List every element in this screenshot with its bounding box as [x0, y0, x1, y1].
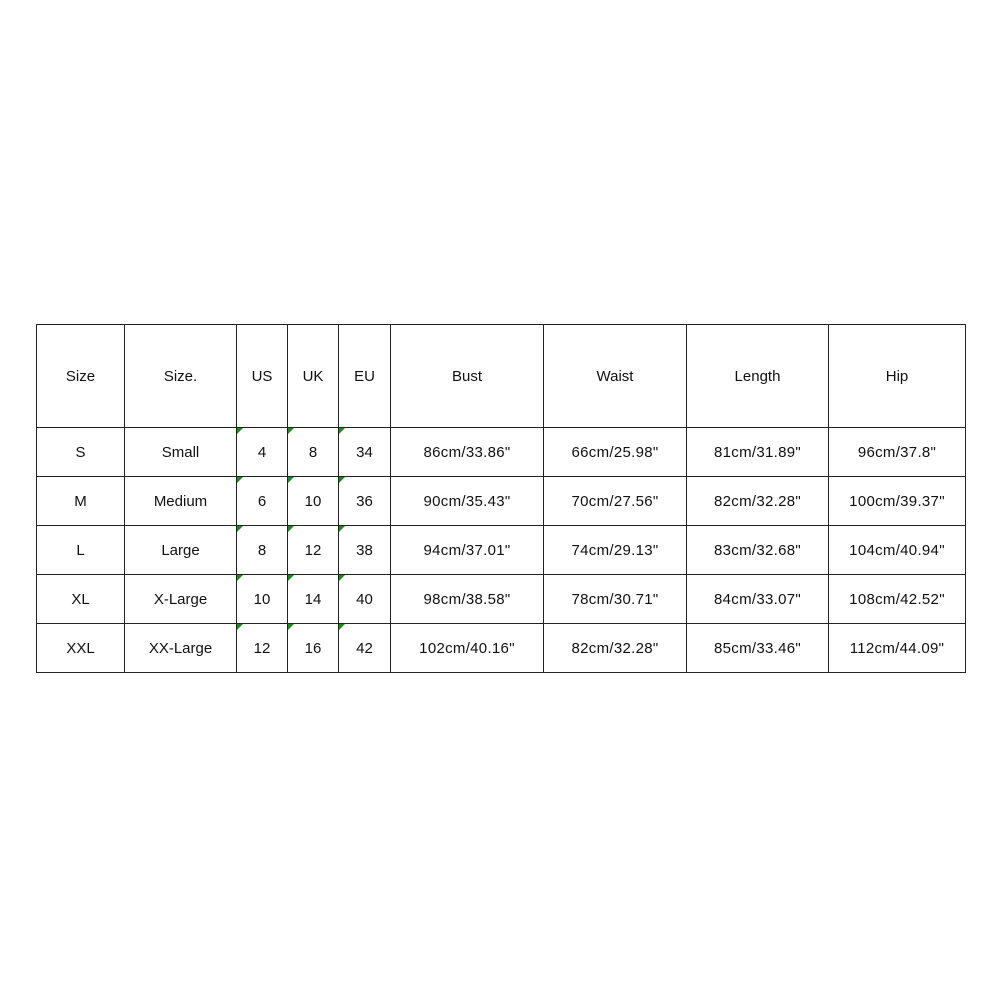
header-length: Length — [687, 325, 829, 428]
cell-waist: 74cm/29.13" — [544, 526, 687, 575]
table-row — [37, 477, 966, 526]
cell-size: M — [37, 477, 125, 526]
cell-size-name: Small — [125, 428, 237, 477]
header-waist: Waist — [544, 325, 687, 428]
header-eu: EU — [339, 325, 391, 428]
cell-us: 8 — [237, 526, 288, 575]
cell-size-name: Large — [125, 526, 237, 575]
table-row — [37, 624, 966, 673]
table-row — [37, 428, 966, 477]
cell-eu: 40 — [339, 575, 391, 624]
cell-size: XL — [37, 575, 125, 624]
cell-eu: 42 — [339, 624, 391, 673]
cell-length: 82cm/32.28" — [687, 477, 829, 526]
cell-waist: 78cm/30.71" — [544, 575, 687, 624]
table-body — [37, 428, 966, 673]
cell-size: L — [37, 526, 125, 575]
size-chart-table — [36, 324, 966, 673]
cell-length: 83cm/32.68" — [687, 526, 829, 575]
cell-us: 12 — [237, 624, 288, 673]
cell-size-name: X-Large — [125, 575, 237, 624]
cell-size: S — [37, 428, 125, 477]
cell-uk: 10 — [288, 477, 339, 526]
cell-hip: 108cm/42.52" — [829, 575, 966, 624]
cell-bust: 98cm/38.58" — [391, 575, 544, 624]
header-size-name: Size. — [125, 325, 237, 428]
header-us: US — [237, 325, 288, 428]
cell-hip: 104cm/40.94" — [829, 526, 966, 575]
table-row — [37, 575, 966, 624]
cell-eu: 38 — [339, 526, 391, 575]
cell-hip: 96cm/37.8" — [829, 428, 966, 477]
cell-size-name: Medium — [125, 477, 237, 526]
cell-length: 81cm/31.89" — [687, 428, 829, 477]
cell-length: 85cm/33.46" — [687, 624, 829, 673]
cell-uk: 14 — [288, 575, 339, 624]
cell-waist: 70cm/27.56" — [544, 477, 687, 526]
cell-size-name: XX-Large — [125, 624, 237, 673]
table-header — [37, 325, 966, 428]
cell-us: 6 — [237, 477, 288, 526]
cell-uk: 16 — [288, 624, 339, 673]
header-size: Size — [37, 325, 125, 428]
cell-eu: 34 — [339, 428, 391, 477]
table-row — [37, 526, 966, 575]
cell-hip: 100cm/39.37" — [829, 477, 966, 526]
cell-size: XXL — [37, 624, 125, 673]
cell-bust: 102cm/40.16" — [391, 624, 544, 673]
cell-uk: 8 — [288, 428, 339, 477]
cell-length: 84cm/33.07" — [687, 575, 829, 624]
cell-bust: 86cm/33.86" — [391, 428, 544, 477]
cell-waist: 66cm/25.98" — [544, 428, 687, 477]
cell-uk: 12 — [288, 526, 339, 575]
header-row — [37, 325, 966, 428]
cell-bust: 94cm/37.01" — [391, 526, 544, 575]
cell-bust: 90cm/35.43" — [391, 477, 544, 526]
cell-hip: 112cm/44.09" — [829, 624, 966, 673]
cell-eu: 36 — [339, 477, 391, 526]
cell-us: 4 — [237, 428, 288, 477]
cell-waist: 82cm/32.28" — [544, 624, 687, 673]
header-bust: Bust — [391, 325, 544, 428]
header-uk: UK — [288, 325, 339, 428]
header-hip: Hip — [829, 325, 966, 428]
cell-us: 10 — [237, 575, 288, 624]
